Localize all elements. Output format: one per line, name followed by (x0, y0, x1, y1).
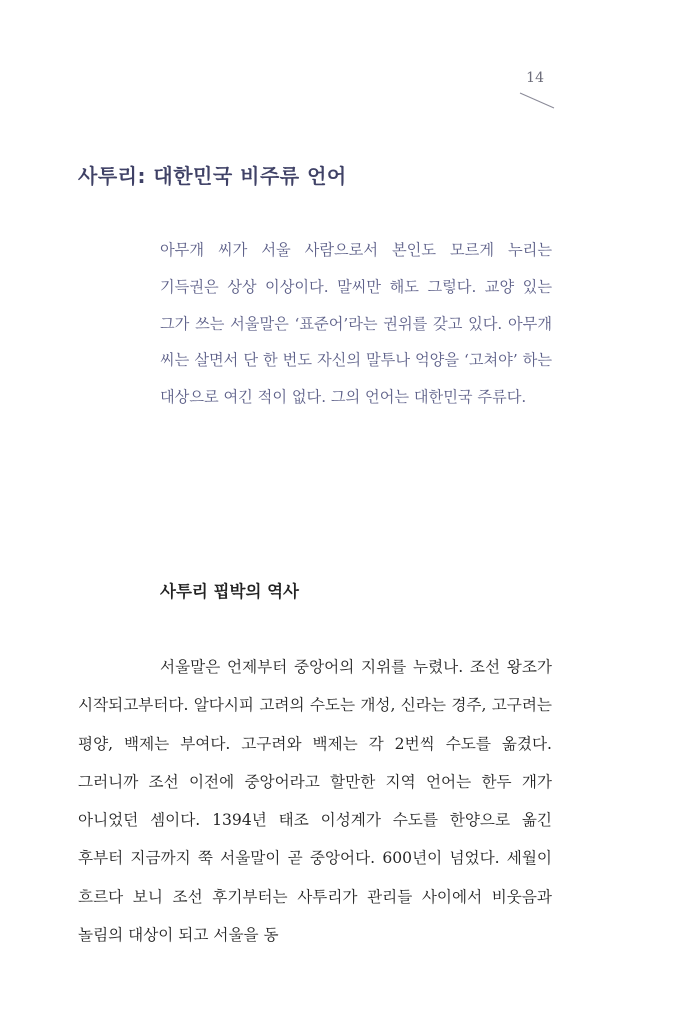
page-corner-decoration (518, 90, 558, 112)
chapter-title: 사투리: 대한민국 비주류 언어 (78, 164, 347, 188)
page-number: 14 (526, 70, 544, 86)
body-paragraph: 서울말은 언제부터 중앙어의 지위를 누렸나. 조선 왕조가 시작되고부터다. 알다시피 고려의 수도는 개성, 신라는 경주, 고구려는 평양, 백제는 부여다. 고구려와 백제는 각 2번씩 수도를 옮겼다. 그러니까 조선 이전에 중앙어라고 할만한 지역 언어는 한두 개가 아니었던 셈이다. 1394년 태조 이성계가 수도를 한양으로 옮긴 후부터 지금까지 쭉 서울말이 곧 중앙어다. 600년이 넘었다. 세월이 흐르다 보니 조선 후기부터는 사투리가 관리들 사이에서 비웃음과 놀림의 대상이 되고 서울을 동 (78, 658, 552, 945)
quote-block: 아무개 씨가 서울 사람으로서 본인도 모르게 누리는 기득권은 상상 이상이다. 말씨만 해도 그렇다. 교양 있는 그가 쓰는 서울말은 ‘표준어’라는 권위를 갖고 있다. 아무개 씨는 살면서 단 한 번도 자신의 말투나 억양을 ‘고쳐야’ 하는 대상으로 여긴 적이 없다. 그의 언어는 대한민국 주류다. (160, 241, 552, 407)
section-title: 사투리 핍박의 역사 (160, 582, 300, 601)
